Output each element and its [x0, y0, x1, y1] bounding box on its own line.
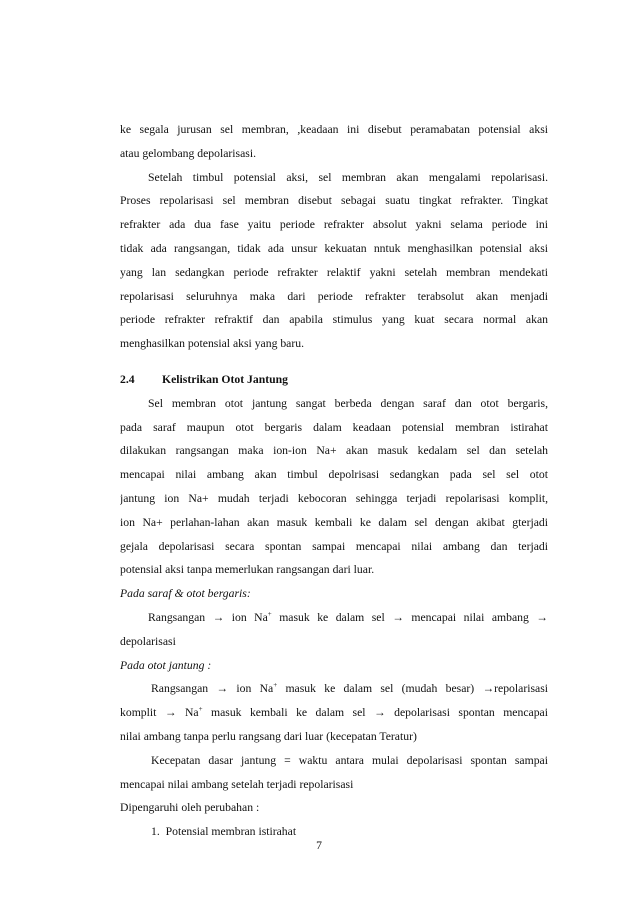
text-line: Dipengaruhi oleh perubahan :	[120, 801, 260, 815]
flow-text: masuk kembali ke dalam sel → depolarisasi spontan mencapai	[202, 706, 548, 720]
flow-line: depolarisasi	[120, 634, 176, 648]
text-line: mencapai nilai ambang akan timbul depolrisasi sedangkan pada sel sel otot	[120, 468, 548, 482]
flow-text: masuk ke dalam sel → mencapai nilai ambang →	[271, 610, 548, 624]
list-number: 1.	[151, 825, 160, 839]
text-line: potensial aksi tanpa memerlukan rangsangan dari luar.	[120, 563, 375, 577]
text-line: mencapai nilai ambang setelah terjadi repolarisasi	[120, 777, 354, 791]
subheading-saraf: Pada saraf & otot bergaris:	[120, 587, 251, 601]
text-line: Sel membran otot jantung sangat berbeda dengan saraf dan otot bergaris,	[148, 396, 548, 410]
superscript-plus: +	[273, 681, 278, 690]
text-line: ke segala jurusan sel membran, ,keadaan ini disebut peramabatan potensial aksi	[120, 123, 548, 136]
text-line: periode refrakter refraktif dan apabila stimulus yang kuat secara normal akan	[120, 313, 548, 327]
flow-text: masuk ke dalam sel (mudah besar) →repolarisasi	[277, 682, 548, 696]
flow-line: nilai ambang tanpa perlu rangsang dari luar (kecepatan Teratur)	[120, 729, 417, 743]
flow-text: komplit → Na	[120, 706, 199, 720]
text-line: jantung ion Na+ mudah terjadi kebocoran sehingga terjadi repolarisasi komplit,	[120, 491, 548, 505]
paragraph-repolarization	[120, 166, 548, 356]
flow-line	[120, 701, 548, 725]
superscript-plus: +	[198, 705, 203, 714]
section-heading	[120, 368, 548, 392]
flow-text: Rangsangan → ion Na	[148, 610, 268, 624]
paragraph-gap	[120, 356, 548, 368]
superscript-plus: +	[267, 609, 272, 618]
text-line: dilakukan rangsangan maka ion-ion Na+ akan masuk kedalam sel dan setelah	[120, 444, 548, 458]
page-number: 7	[316, 839, 322, 852]
flow-line	[120, 606, 548, 630]
section-title: Kelistrikan Otot Jantung	[162, 372, 288, 386]
text-line: ion Na+ perlahan-lahan akan masuk kembali ke dalam sel dengan akibat gterjadi	[120, 515, 548, 529]
subheading-jantung: Pada otot jantung :	[120, 658, 212, 672]
text-line: refrakter ada dua fase yaitu periode refrakter absolut yakni selama periode ini	[120, 218, 548, 232]
paragraph-heart-muscle	[120, 392, 548, 582]
text-line: tidak ada rangsangan, tidak ada unsur kekuatan nntuk menghasilkan potensial aksi	[120, 241, 548, 255]
paragraph-propagation	[120, 118, 548, 166]
list-text: Potensial membran istirahat	[165, 825, 297, 839]
flow-line	[120, 677, 548, 701]
text-line: gejala depolarisasi secara spontan sampai mencapai nilai ambang dan terjadi	[120, 539, 548, 553]
text-line: pada saraf maupun otot bergaris dalam keadaan potensial membran istirahat	[120, 420, 548, 434]
text-line: yang lan sedangkan periode refrakter relaktif yakni setelah membran mendekati	[120, 265, 548, 279]
section-number: 2.4	[120, 372, 135, 386]
text-line: Kecepatan dasar jantung = waktu antara mulai depolarisasi spontan sampai	[151, 753, 548, 767]
text-line: Proses repolarisasi sel membran disebut sebagai suatu tingkat refrakter. Tingkat	[120, 194, 548, 208]
flow-text: Rangsangan → ion Na	[151, 682, 274, 696]
text-line: atau gelombang depolarisasi.	[120, 146, 256, 160]
text-line: repolarisasi seluruhnya maka dari periode refrakter terabsolut akan menjadi	[120, 289, 548, 303]
text-line: Setelah timbul potensial aksi, sel membran akan mengalami repolarisasi.	[148, 170, 548, 184]
text-line: menghasilkan potensial aksi yang baru.	[120, 337, 305, 351]
page-body	[120, 118, 548, 844]
